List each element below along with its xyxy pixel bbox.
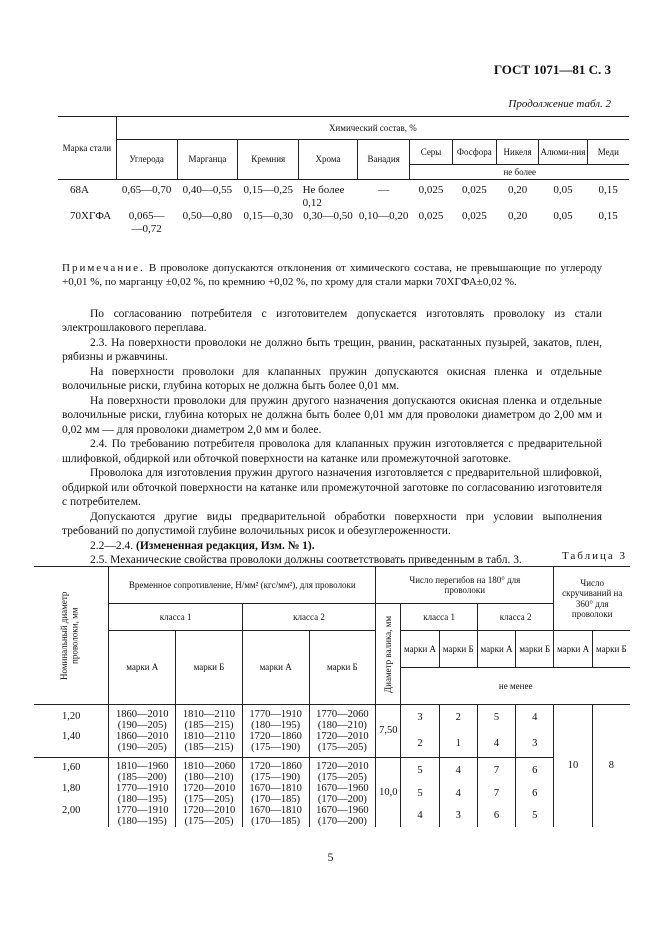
value-cell: 0,025 bbox=[461, 210, 487, 222]
value-text: (185—215) bbox=[184, 742, 234, 754]
roller-cell: 10,0 bbox=[376, 758, 401, 828]
grade-cell: 68А bbox=[70, 184, 89, 196]
table-row bbox=[58, 210, 629, 236]
col-roller-text: Диаметр валика, мм bbox=[383, 615, 394, 693]
value-cell: 0,15—0,25 bbox=[243, 184, 293, 196]
paragraph: Допускаются другие виды предварительной обработки поверхности при условии выполнения требований по допустимой глубине волочильных рисок и обезуглероженности. bbox=[62, 510, 602, 538]
col-grade-header: Марка стали bbox=[58, 117, 116, 180]
paragraph: 2.4. По требованию потребителя проволока для клапанных пружин изготовляется с предварительной шлифовкой, обдиркой или обточкой поверхности на катанке или промежуточной заготовке. bbox=[62, 438, 602, 465]
table-row bbox=[34, 783, 630, 805]
col-roller-header bbox=[376, 604, 401, 705]
chemical-composition-table bbox=[58, 116, 629, 236]
col-bends-header: Число перегибов на 180° для проволоки bbox=[376, 567, 554, 604]
elem-chromium: Хрома bbox=[299, 140, 358, 180]
value-cell: 0,065— —0,72 bbox=[128, 210, 165, 235]
value-cell: 0,20 bbox=[507, 210, 528, 222]
value-cell: 5 bbox=[401, 758, 439, 784]
elem-copper: Меди bbox=[587, 140, 629, 165]
value-cell bbox=[309, 731, 376, 758]
col-strength-header: Временное сопротивление, Н/мм² (кгс/мм²), для проволоки bbox=[109, 567, 376, 604]
paragraph: Проволока для изготовления пружин другого назначения изготовляется с предварительной шлифовкой, обдиркой или обточкой поверхности на катанке или промежуточной заготовке по согласованию изготовителя с потребителем. bbox=[62, 467, 602, 509]
not-more-label: не более bbox=[410, 165, 629, 180]
page-header: ГОСТ 1071—81 С. 3 bbox=[493, 62, 611, 77]
b1-mark-a: марки А bbox=[401, 631, 439, 668]
value-cell bbox=[309, 783, 376, 805]
value-cell: 6 bbox=[477, 805, 515, 827]
value-text: (175—205) bbox=[317, 772, 367, 784]
diam-cell: 1,40 bbox=[34, 731, 109, 758]
value-cell: 7 bbox=[477, 783, 515, 805]
amendment-prefix: 2.2—2.4. bbox=[90, 539, 134, 552]
diam-cell: 1,60 bbox=[34, 758, 109, 784]
value-cell bbox=[242, 731, 309, 758]
value-text: (180—195) bbox=[117, 816, 167, 828]
value-cell: 0,15—0,30 bbox=[243, 210, 293, 222]
diam-cell: 1,20 bbox=[34, 705, 109, 732]
paragraph: По согласованию потребителя с изготовителем допускается изготовлять проволоку из стали электрошлакового переплава. bbox=[62, 308, 602, 335]
value-text: 1770—1910 bbox=[116, 783, 169, 795]
value-cell: 0,025 bbox=[418, 210, 444, 222]
value-text: 1670—1810 bbox=[249, 805, 302, 817]
note-text: В проволоке допускаются отклонения от химического состава, не превышающие по углероду +0,01 %, по марганцу ±0,02 %, по кремнию +0,02 %, по хрому для стали марки 70ХГФА±0,02 %. bbox=[62, 262, 603, 289]
table-continuation: Продолжение табл. 2 bbox=[508, 98, 611, 110]
value-cell bbox=[109, 705, 176, 732]
twists-b-cell: 8 bbox=[592, 705, 630, 828]
value-cell: 0,50—0,80 bbox=[182, 210, 233, 222]
value-text: (180—210) bbox=[317, 720, 367, 732]
value-cell: 0,15 bbox=[598, 210, 618, 222]
elem-sulfur: Серы bbox=[410, 140, 452, 165]
b1-mark-b: марки Б bbox=[439, 631, 477, 668]
table-row bbox=[34, 731, 630, 758]
value-text: (175—205) bbox=[317, 742, 367, 754]
value-cell: 2 bbox=[439, 705, 477, 732]
value-text: 1670—1960 bbox=[316, 783, 369, 795]
value-text: 1670—1810 bbox=[249, 783, 302, 795]
value-cell: 0,05 bbox=[553, 184, 573, 196]
value-text: (180—210) bbox=[184, 772, 234, 784]
elem-phosphorus: Фосфора bbox=[452, 140, 496, 165]
value-cell bbox=[109, 783, 176, 805]
value-cell bbox=[176, 758, 243, 784]
value-cell bbox=[109, 758, 176, 784]
elem-silicon: Кремния bbox=[238, 140, 299, 180]
value-cell bbox=[242, 758, 309, 784]
value-text: 1860—2010 bbox=[116, 709, 169, 720]
value-cell bbox=[176, 705, 243, 732]
value-cell: 6 bbox=[516, 783, 554, 805]
value-text: (175—190) bbox=[251, 742, 301, 754]
value-cell bbox=[109, 731, 176, 758]
c1-mark-a: марки А bbox=[109, 631, 176, 705]
bends-class2-header: класса 2 bbox=[477, 604, 554, 631]
paragraph: На поверхности проволоки для пружин другого назначения допускаются окисная пленка и отдельные волочильные риски, глубина которых не должна быть более 0,01 мм для проволоки диаметром до 2,00 мм и 0,02 мм — для проволоки диаметром 2,0 мм и более. bbox=[62, 394, 602, 436]
value-text: 1810—2110 bbox=[182, 731, 236, 743]
paragraph: 2.3. На поверхности проволоки не должно быть трещин, рванин, раскатанных пузырей, закатов, плен, рябизны и ржавчины. bbox=[62, 336, 602, 364]
col-diam-header bbox=[34, 567, 109, 705]
value-text: 1810—1960 bbox=[116, 761, 169, 773]
value-text: 1770—1910 bbox=[116, 805, 169, 817]
elem-aluminum: Алюми-ния bbox=[539, 140, 587, 165]
value-cell: 0,20 bbox=[507, 184, 528, 196]
value-text: (180—195) bbox=[117, 794, 167, 806]
table-row bbox=[34, 805, 630, 827]
value-cell: Не более 0,12 bbox=[302, 184, 345, 209]
value-cell bbox=[176, 731, 243, 758]
value-text: (190—205) bbox=[117, 742, 167, 754]
value-text: (175—205) bbox=[184, 794, 234, 806]
value-text: (170—200) bbox=[317, 816, 367, 828]
b2-mark-b: марки Б bbox=[516, 631, 554, 668]
value-cell bbox=[176, 805, 243, 827]
value-cell: 2 bbox=[401, 731, 439, 758]
value-text: (175—190) bbox=[251, 772, 301, 784]
not-less-label: не менее bbox=[401, 668, 630, 705]
t-mark-a: марки А bbox=[554, 631, 592, 668]
c2-mark-b: марки Б bbox=[309, 631, 376, 705]
value-text: (185—215) bbox=[184, 720, 234, 732]
value-cell: 7 bbox=[477, 758, 515, 784]
value-cell: 3 bbox=[439, 805, 477, 827]
col-chem-header: Химический состав, % bbox=[116, 117, 629, 140]
roller-cell: 7,50 bbox=[376, 705, 401, 758]
value-text: 1720—2010 bbox=[182, 783, 236, 795]
value-cell: 0,025 bbox=[461, 184, 487, 196]
value-cell bbox=[109, 805, 176, 827]
value-cell: 0,30—0,50 bbox=[303, 210, 353, 222]
col-twists-header: Число скручиваний на 360° для проволоки bbox=[554, 567, 630, 631]
amendment-line bbox=[62, 539, 602, 553]
value-cell: 0,65—0,70 bbox=[121, 184, 172, 196]
table-row bbox=[34, 758, 630, 784]
body-text bbox=[62, 307, 602, 568]
t-mark-b: марки Б bbox=[592, 631, 630, 668]
mechanical-properties-table bbox=[34, 566, 630, 827]
value-cell: 4 bbox=[439, 758, 477, 784]
table-row bbox=[34, 705, 630, 732]
table-note bbox=[62, 261, 602, 290]
amendment-text: (Измененная редакция, Изм. № 1). bbox=[136, 539, 315, 552]
bends-class1-header: класса 1 bbox=[401, 604, 478, 631]
value-text: (175—205) bbox=[184, 816, 234, 828]
value-text: (170—185) bbox=[251, 794, 301, 806]
value-text: 1670—1960 bbox=[316, 805, 369, 817]
diam-cell: 1,80 bbox=[34, 783, 109, 805]
value-cell bbox=[176, 783, 243, 805]
value-text: 1720—1860 bbox=[249, 731, 302, 743]
elem-manganese: Марганца bbox=[177, 140, 238, 180]
table3-caption: Таблица 3 bbox=[561, 550, 627, 562]
value-text: 1810—2110 bbox=[182, 709, 236, 720]
value-cell: 6 bbox=[516, 758, 554, 784]
value-text: (180—195) bbox=[251, 720, 301, 732]
value-cell: 5 bbox=[516, 805, 554, 827]
paragraph: 2.5. Механические свойства проволоки должны соответствовать приведенным в табл. 3. bbox=[90, 554, 522, 567]
value-cell: 0,10—0,20 bbox=[358, 210, 409, 222]
value-text: 1720—1860 bbox=[249, 761, 302, 773]
value-cell: 3 bbox=[401, 705, 439, 732]
value-text: 1720—2010 bbox=[182, 805, 236, 817]
c2-mark-a: марки А bbox=[242, 631, 309, 705]
value-text: 1860—2010 bbox=[116, 731, 169, 743]
value-cell: 0,15 bbox=[598, 184, 618, 196]
value-text: 1720—2010 bbox=[316, 761, 369, 773]
value-cell: 1 bbox=[439, 731, 477, 758]
table-row bbox=[58, 180, 629, 211]
diam-cell: 2,00 bbox=[34, 805, 109, 827]
value-cell: 4 bbox=[439, 783, 477, 805]
value-cell: 4 bbox=[477, 731, 515, 758]
value-text: (185—200) bbox=[117, 772, 167, 784]
page-number: 5 bbox=[327, 850, 334, 864]
elem-nickel: Никеля bbox=[496, 140, 538, 165]
value-cell: 0,05 bbox=[553, 210, 573, 222]
value-text: 1770—2060 bbox=[316, 709, 369, 720]
value-cell: 4 bbox=[516, 705, 554, 732]
class1-header: класса 1 bbox=[109, 604, 242, 631]
value-cell bbox=[242, 783, 309, 805]
value-cell: — bbox=[378, 184, 390, 196]
elem-vanadium: Ванадия bbox=[357, 140, 410, 180]
value-cell: 0,025 bbox=[418, 184, 444, 196]
col-diam-text: Номинальный диаметр проволоки, мм bbox=[59, 591, 80, 680]
class2-header: класса 2 bbox=[242, 604, 375, 631]
value-text: (170—185) bbox=[251, 816, 301, 828]
value-text: (190—205) bbox=[117, 720, 167, 732]
value-cell bbox=[309, 758, 376, 784]
value-cell: 0,40—0,55 bbox=[182, 184, 233, 196]
value-text: 1720—2010 bbox=[316, 731, 369, 743]
value-cell bbox=[242, 805, 309, 827]
value-text: 1810—2060 bbox=[182, 761, 236, 773]
value-cell: 4 bbox=[401, 805, 439, 827]
value-cell bbox=[242, 705, 309, 732]
elem-carbon: Углерода bbox=[116, 140, 177, 180]
value-cell: 5 bbox=[477, 705, 515, 732]
c1-mark-b: марки Б bbox=[176, 631, 243, 705]
value-text: (170—200) bbox=[317, 794, 367, 806]
value-cell bbox=[309, 805, 376, 827]
note-label: Примечание. bbox=[62, 262, 145, 274]
value-cell: 3 bbox=[516, 731, 554, 758]
value-cell: 5 bbox=[401, 783, 439, 805]
value-cell bbox=[309, 705, 376, 732]
b2-mark-a: марки А bbox=[477, 631, 515, 668]
grade-cell: 70ХГФА bbox=[70, 210, 112, 222]
twists-a-cell: 10 bbox=[554, 705, 592, 828]
paragraph: На поверхности проволоки для клапанных пружин допускаются окисная пленка и отдельные волочильные риски, глубина которых не должна быть более 0,01 мм. bbox=[62, 365, 602, 393]
value-text: 1770—1910 bbox=[249, 709, 302, 720]
